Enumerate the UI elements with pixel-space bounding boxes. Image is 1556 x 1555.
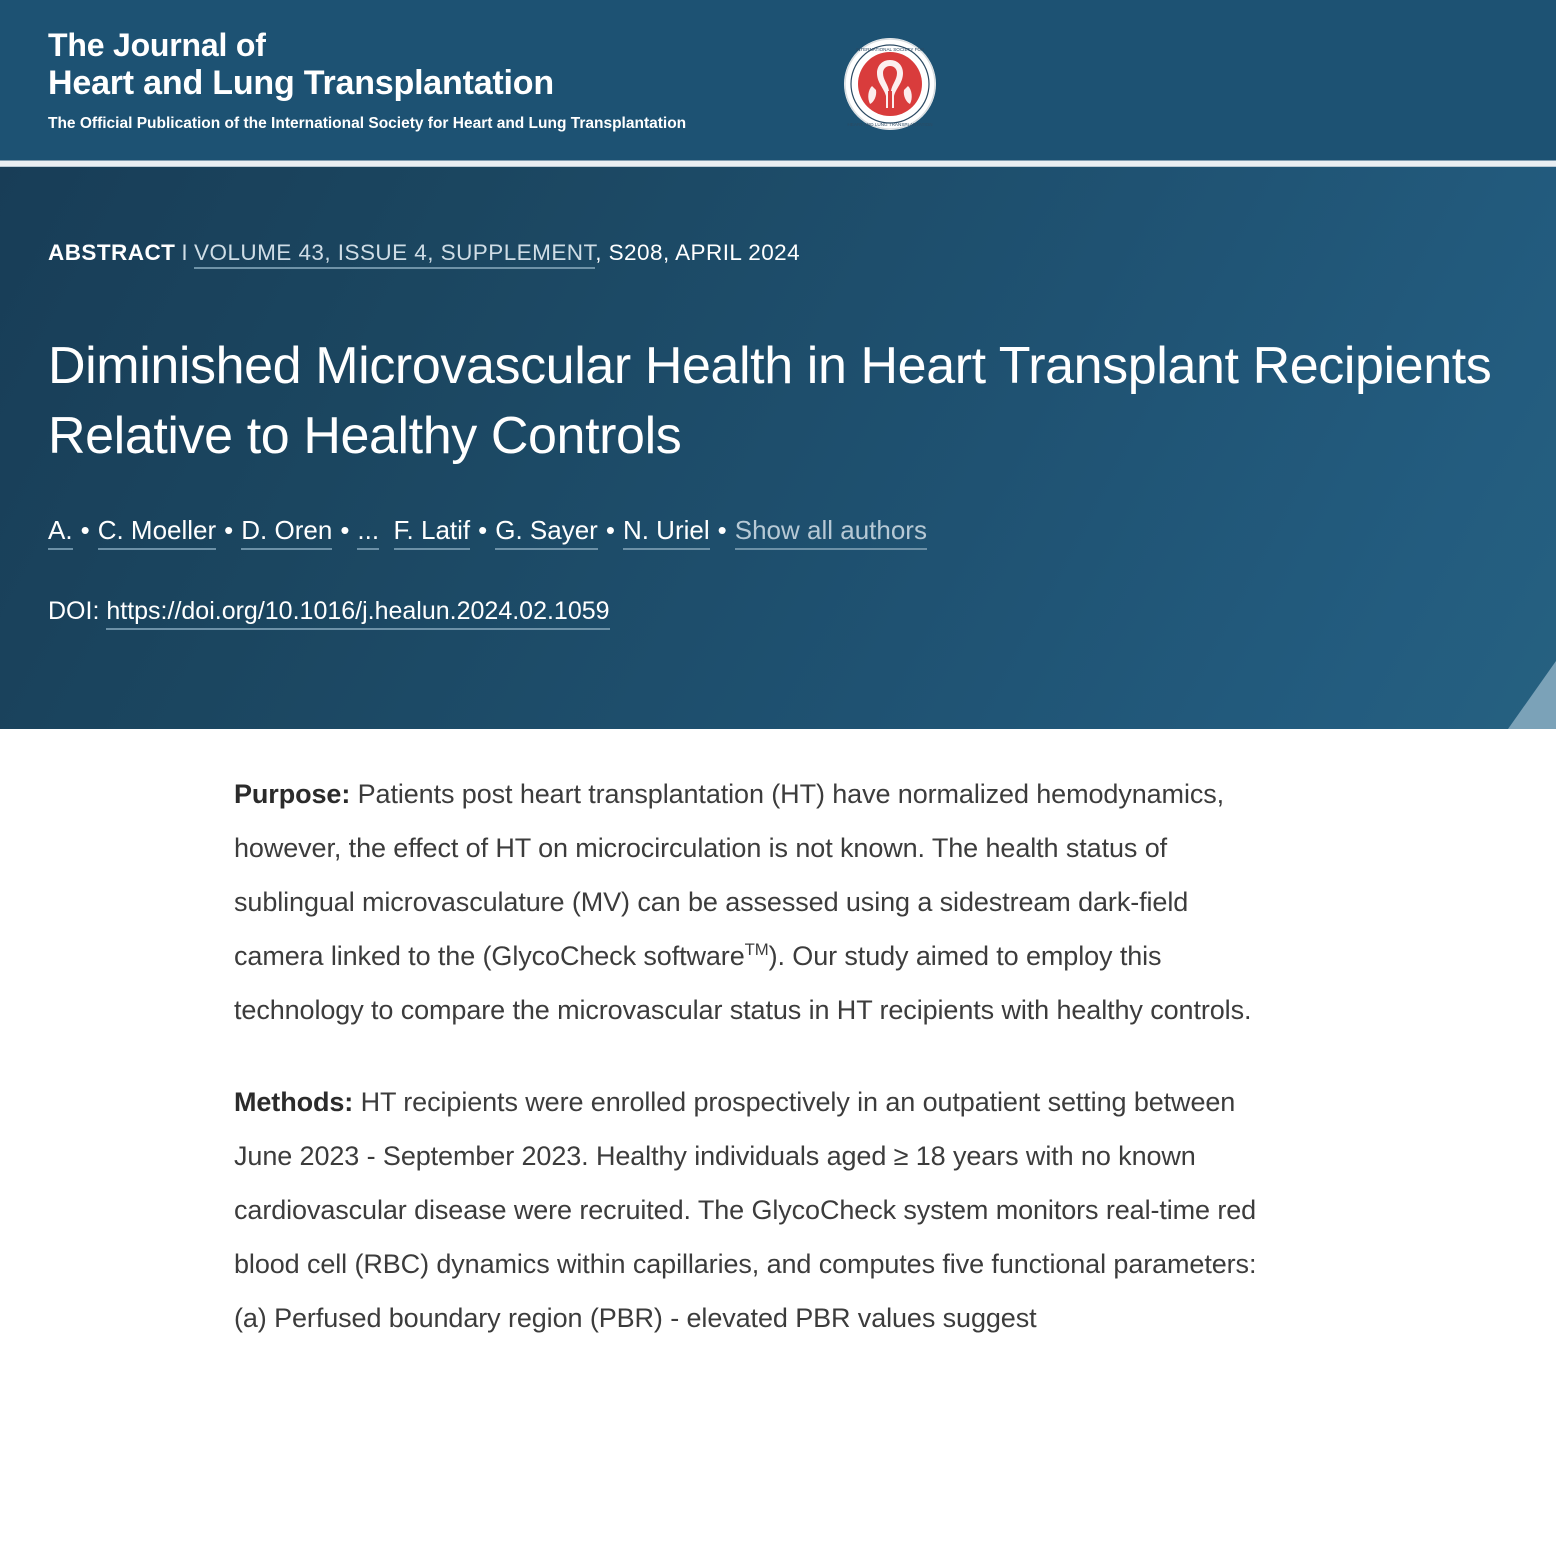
author-separator-dot: • <box>80 515 90 545</box>
author-separator-dot: • <box>717 515 727 545</box>
journal-title-block[interactable] <box>48 26 686 134</box>
author-list-ellipsis: ... <box>357 515 379 550</box>
breadcrumb-type-label: ABSTRACT <box>48 240 176 265</box>
abstract-paragraph-methods <box>234 1075 1274 1345</box>
journal-title-line-2: Heart and Lung Transplantation <box>48 64 554 102</box>
section-label-purpose: Purpose: <box>234 779 351 809</box>
purpose-text-part-2: ). Our study aimed to employ this technology to compare the microvascular status in HT recipients with healthy controls. <box>234 941 1252 1025</box>
author-link-1[interactable]: C. Moeller <box>98 515 216 550</box>
doi-label: DOI: <box>48 597 100 625</box>
journal-tagline: The Official Publication of the International Society for Heart and Lung Transplantation <box>48 115 687 132</box>
breadcrumb-issue-link[interactable]: VOLUME 43, ISSUE 4, SUPPLEMENT <box>194 240 595 269</box>
author-link-2[interactable]: D. Oren <box>241 515 332 550</box>
author-separator-dot: • <box>605 515 615 545</box>
author-separator-dot: • <box>340 515 350 545</box>
breadcrumb-page-date: , S208, APRIL 2024 <box>595 240 801 265</box>
section-label-methods: Methods: <box>234 1087 354 1117</box>
show-all-authors-link[interactable]: Show all authors <box>735 515 927 550</box>
abstract-paragraph-purpose <box>234 767 1274 1037</box>
ishlt-society-seal-logo[interactable] <box>842 36 938 132</box>
methods-text: HT recipients were enrolled prospectively in an outpatient setting between June 2023 - September 2023. Healthy individuals aged ≥ 18 years with no known cardiovascular disease were recruited. The GlycoCheck system monitors real-time red blood cell (RBC) dynamics within capillaries, and computes five functional parameters: (a) Perfused boundary region (PBR) - elevated PBR values suggest <box>234 1087 1257 1333</box>
doi-link[interactable]: https://doi.org/10.1016/j.healun.2024.02.1059 <box>106 597 609 630</box>
article-title: Diminished Microvascular Health in Heart Transplant Recipients Relative to Healthy Controls <box>48 337 1492 465</box>
purpose-text-part-1: Patients post heart transplantation (HT) have normalized hemodynamics, however, the effect of HT on microcirculation is not known. The health status of sublingual microvasculature (MV) can be assessed using a sidestream dark-field camera linked to the (GlycoCheck software <box>234 779 1225 971</box>
doi-line <box>48 595 1508 627</box>
trademark-superscript: TM <box>744 940 769 959</box>
svg-text:HEART AND LUNG TRANSPLANTATION: HEART AND LUNG TRANSPLANTATION <box>847 122 933 127</box>
author-link-0[interactable]: A. <box>48 515 73 550</box>
abstract-body <box>0 729 1556 1345</box>
journal-masthead <box>0 0 1556 160</box>
author-link-4[interactable]: F. Latif <box>394 515 471 550</box>
author-separator-dot: • <box>478 515 488 545</box>
author-link-5[interactable]: G. Sayer <box>495 515 598 550</box>
author-link-6[interactable]: N. Uriel <box>623 515 710 550</box>
author-list <box>48 513 1508 547</box>
svg-text:INTERNATIONAL SOCIETY FOR: INTERNATIONAL SOCIETY FOR <box>855 47 925 52</box>
masthead-divider <box>0 160 1556 167</box>
author-separator-dot: • <box>224 515 234 545</box>
journal-title-line-1: The Journal of <box>48 27 266 63</box>
breadcrumb-separator: I <box>181 240 189 265</box>
breadcrumb <box>48 239 1508 267</box>
abstract-column <box>234 767 1274 1345</box>
article-hero <box>0 167 1556 729</box>
hero-corner-accent <box>1508 661 1556 729</box>
